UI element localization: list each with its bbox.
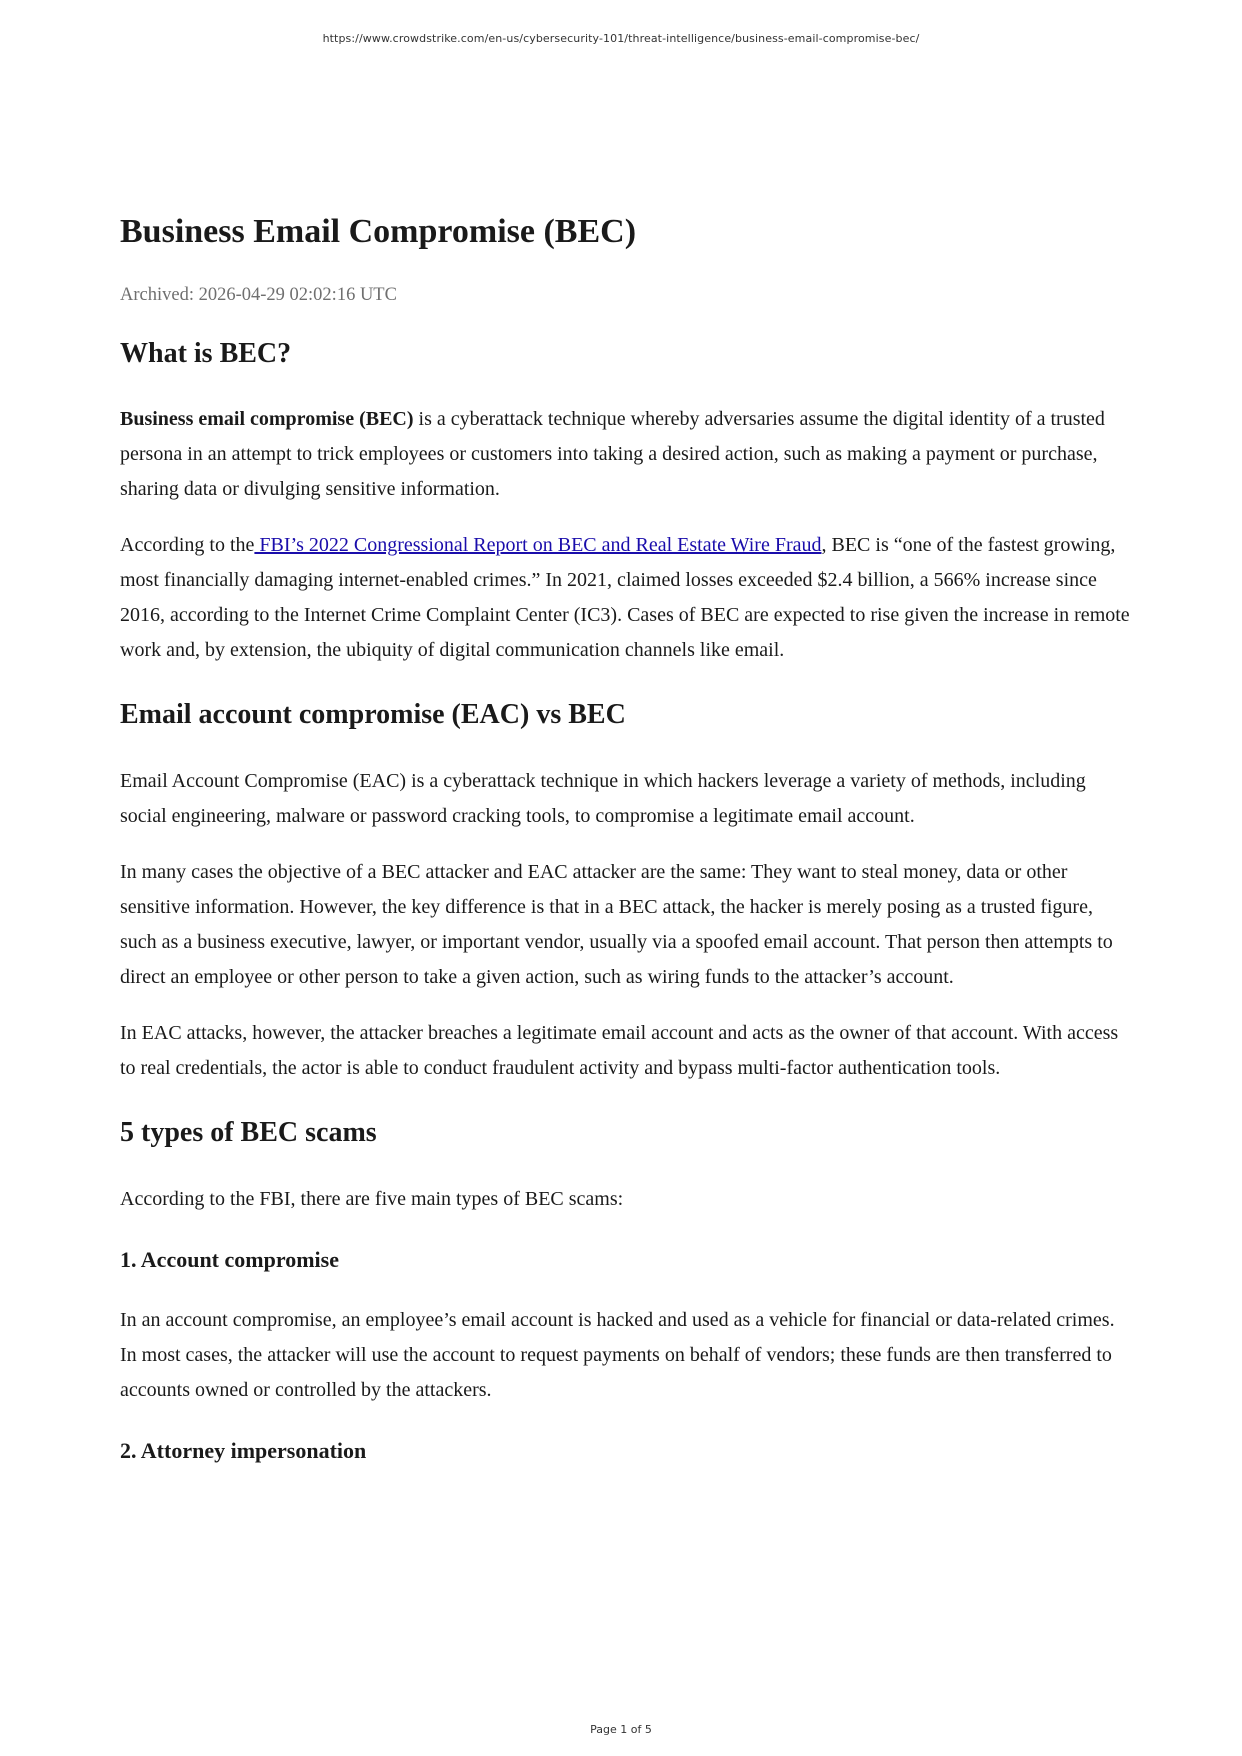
- heading-attorney-impersonation: 2. Attorney impersonation: [120, 1438, 367, 1464]
- paragraph-eac-bec-difference: In many cases the objective of a BEC attacker and EAC attacker are the same: They want to steal money, data or other sensitive information. However, the key difference is that in a BEC attack, the hacker is merely posing as a trusted figure, such as a business executive, lawyer, or important vendor, usually via a spoofed email account. That person then attempts to direct an employee or other person to take a given action, such as wiring funds to the attacker’s account.: [120, 861, 1113, 989]
- archived-timestamp: Archived: 2026-04-29 02:02:16 UTC: [120, 284, 397, 305]
- paragraph-text: According to the: [120, 534, 255, 557]
- paragraph-text: is a cyberattack technique whereby adversaries assume the digital identity of a trusted persona in an attempt to trick employees or customers into taking a desired action, such as making a payment or purchase, sharing data or divulging sensitive information.: [120, 408, 1105, 501]
- heading-account-compromise: 1. Account compromise: [120, 1246, 339, 1272]
- fbi-report-link[interactable]: FBI’s 2022 Congressional Report on BEC and Real Estate Wire Fraud: [254, 534, 822, 557]
- paragraph-text: , BEC is “one of the fastest growing, most financially damaging internet-enabled crimes.” In 2021, claimed losses exceeded $2.4 billion, a 566% increase since 2016, according to the Internet Crime Complaint Center (IC3). Cases of BEC are expected to rise given the increase in remote work and, by extension, the ubiquity of digital communication channels like email.: [120, 534, 1130, 662]
- heading-what-is-bec: What is BEC?: [120, 337, 292, 369]
- paragraph-account-compromise: In an account compromise, an employee’s email account is hacked and used as a vehicle for financial or data-related crimes. In most cases, the attacker will use the account to request payments on behalf of vendors; these funds are then transferred to accounts owned or controlled by the attackers.: [120, 1309, 1115, 1402]
- paragraph-eac-attacks: In EAC attacks, however, the attacker breaches a legitimate email account and acts as the owner of that account. With access to real credentials, the actor is able to conduct fraudulent activity and bypass multi-factor authentication tools.: [120, 1022, 1119, 1080]
- paragraph-fbi-report: [120, 528, 1130, 668]
- page-title: Business Email Compromise (BEC): [120, 213, 637, 250]
- heading-eac-vs-bec: Email account compromise (EAC) vs BEC: [120, 699, 626, 731]
- paragraph-bec-types-intro: According to the FBI, there are five main types of BEC scams:: [120, 1187, 624, 1210]
- paragraph-bec-definition: [120, 402, 1130, 507]
- paragraph-eac-definition: Email Account Compromise (EAC) is a cyberattack technique in which hackers leverage a variety of methods, including social engineering, malware or password cracking tools, to compromise a legitimate email account.: [120, 770, 1086, 828]
- article-content: [120, 212, 1130, 1494]
- page-number-footer: Page 1 of 5: [590, 1723, 652, 1736]
- page-url-header: https://www.crowdstrike.com/en-us/cybersecurity-101/threat-intelligence/business-email-compromise-bec/: [322, 32, 920, 45]
- heading-bec-types: 5 types of BEC scams: [120, 1117, 377, 1149]
- bold-term-bec: Business email compromise (BEC): [120, 408, 414, 431]
